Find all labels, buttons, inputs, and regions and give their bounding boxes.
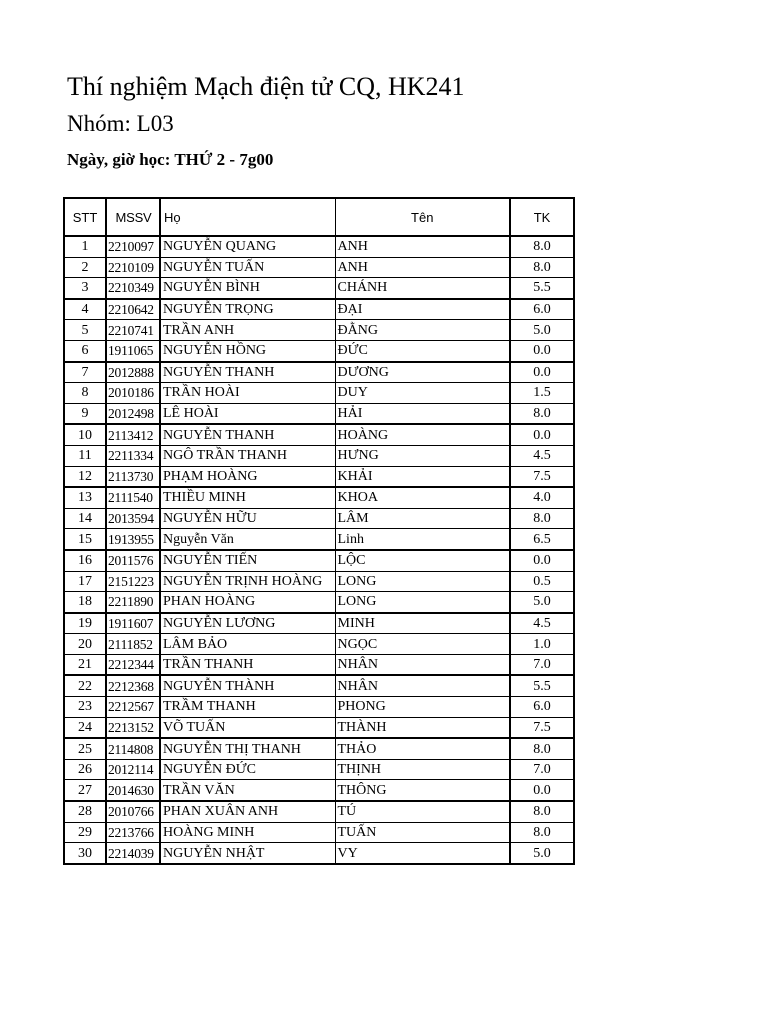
cell-mssv: 2212368 <box>106 675 160 696</box>
cell-tk: 8.0 <box>510 257 574 278</box>
cell-stt: 2 <box>64 257 106 278</box>
table-row <box>64 780 574 801</box>
cell-ho: NGÔ TRẦN THANH <box>160 445 335 466</box>
table-row <box>64 299 574 320</box>
cell-ho: NGUYỄN HỮU <box>160 508 335 529</box>
cell-tk: 5.0 <box>510 592 574 613</box>
page-title: Thí nghiệm Mạch điện tử CQ, HK241 <box>67 72 465 101</box>
cell-stt: 6 <box>64 340 106 361</box>
cell-ho: LÂM BẢO <box>160 634 335 655</box>
cell-ten: THÀNH <box>335 717 510 738</box>
cell-tk: 8.0 <box>510 236 574 257</box>
cell-tk: 5.0 <box>510 843 574 864</box>
cell-stt: 5 <box>64 320 106 341</box>
cell-ho: NGUYỄN NHẬT <box>160 843 335 864</box>
table-row <box>64 403 574 424</box>
cell-mssv: 2212344 <box>106 654 160 675</box>
cell-ho: NGUYỄN TIẾN <box>160 550 335 571</box>
cell-ho: PHẠM HOÀNG <box>160 466 335 487</box>
table-row <box>64 697 574 718</box>
cell-ho: NGUYỄN THANH <box>160 362 335 383</box>
table-row <box>64 508 574 529</box>
cell-mssv: 2010186 <box>106 383 160 404</box>
table-row <box>64 550 574 571</box>
table-row <box>64 801 574 822</box>
cell-ho: TRẦN ANH <box>160 320 335 341</box>
cell-mssv: 1911065 <box>106 340 160 361</box>
cell-ten: Linh <box>335 529 510 550</box>
table-row <box>64 843 574 864</box>
table-row <box>64 362 574 383</box>
cell-ho: NGUYỄN QUANG <box>160 236 335 257</box>
cell-mssv: 2011576 <box>106 550 160 571</box>
table-row <box>64 738 574 759</box>
table-row <box>64 424 574 445</box>
cell-ho: TRẦM THANH <box>160 697 335 718</box>
cell-mssv: 2113730 <box>106 466 160 487</box>
cell-tk: 0.0 <box>510 780 574 801</box>
cell-ten: MINH <box>335 613 510 634</box>
cell-mssv: 1911607 <box>106 613 160 634</box>
cell-ho: NGUYỄN LƯƠNG <box>160 613 335 634</box>
cell-ho: NGUYỄN THÀNH <box>160 675 335 696</box>
cell-stt: 21 <box>64 654 106 675</box>
cell-tk: 1.5 <box>510 383 574 404</box>
cell-ten: KHẢI <box>335 466 510 487</box>
cell-stt: 22 <box>64 675 106 696</box>
cell-stt: 30 <box>64 843 106 864</box>
cell-ten: KHOA <box>335 487 510 508</box>
table-row <box>64 487 574 508</box>
cell-tk: 5.0 <box>510 320 574 341</box>
cell-ten: HƯNG <box>335 445 510 466</box>
table-row <box>64 320 574 341</box>
cell-mssv: 2111540 <box>106 487 160 508</box>
cell-ho: THIỀU MINH <box>160 487 335 508</box>
cell-ho: NGUYỄN TRỊNH HOÀNG <box>160 571 335 592</box>
cell-stt: 24 <box>64 717 106 738</box>
cell-ho: NGUYỄN TUẤN <box>160 257 335 278</box>
cell-ho: VÕ TUẤN <box>160 717 335 738</box>
cell-mssv: 2211890 <box>106 592 160 613</box>
table-row <box>64 759 574 780</box>
cell-tk: 7.5 <box>510 466 574 487</box>
table-row <box>64 613 574 634</box>
cell-stt: 26 <box>64 759 106 780</box>
table-row <box>64 822 574 843</box>
table-row <box>64 383 574 404</box>
cell-stt: 23 <box>64 697 106 718</box>
cell-tk: 0.5 <box>510 571 574 592</box>
column-header-mssv: MSSV <box>106 198 160 236</box>
cell-stt: 7 <box>64 362 106 383</box>
table-row <box>64 257 574 278</box>
cell-ten: THÔNG <box>335 780 510 801</box>
table-row <box>64 278 574 299</box>
cell-mssv: 2213766 <box>106 822 160 843</box>
table-row <box>64 529 574 550</box>
cell-ho: TRẦN VĂN <box>160 780 335 801</box>
cell-tk: 6.5 <box>510 529 574 550</box>
cell-ten: DUY <box>335 383 510 404</box>
cell-mssv: 2012888 <box>106 362 160 383</box>
cell-tk: 4.0 <box>510 487 574 508</box>
cell-mssv: 2012114 <box>106 759 160 780</box>
cell-stt: 17 <box>64 571 106 592</box>
column-header-ten: Tên <box>335 198 510 236</box>
cell-ten: ĐỨC <box>335 340 510 361</box>
cell-tk: 8.0 <box>510 508 574 529</box>
cell-stt: 12 <box>64 466 106 487</box>
cell-mssv: 2013594 <box>106 508 160 529</box>
cell-ten: NHÂN <box>335 675 510 696</box>
cell-stt: 20 <box>64 634 106 655</box>
cell-mssv: 2211334 <box>106 445 160 466</box>
cell-ho: NGUYỄN ĐỨC <box>160 759 335 780</box>
cell-ho: TRẦN THANH <box>160 654 335 675</box>
table-row <box>64 340 574 361</box>
cell-ten: NHÂN <box>335 654 510 675</box>
cell-ho: NGUYỄN HỒNG <box>160 340 335 361</box>
cell-stt: 8 <box>64 383 106 404</box>
cell-tk: 8.0 <box>510 738 574 759</box>
table-row <box>64 236 574 257</box>
cell-ten: LÂM <box>335 508 510 529</box>
cell-stt: 11 <box>64 445 106 466</box>
table-row <box>64 592 574 613</box>
cell-mssv: 2214039 <box>106 843 160 864</box>
cell-stt: 14 <box>64 508 106 529</box>
cell-ho: LÊ HOÀI <box>160 403 335 424</box>
cell-mssv: 2113412 <box>106 424 160 445</box>
table-row <box>64 717 574 738</box>
cell-ten: ANH <box>335 257 510 278</box>
cell-tk: 0.0 <box>510 424 574 445</box>
cell-mssv: 2213152 <box>106 717 160 738</box>
cell-tk: 1.0 <box>510 634 574 655</box>
cell-stt: 9 <box>64 403 106 424</box>
cell-mssv: 2151223 <box>106 571 160 592</box>
cell-tk: 8.0 <box>510 403 574 424</box>
cell-mssv: 2014630 <box>106 780 160 801</box>
cell-tk: 4.5 <box>510 445 574 466</box>
cell-tk: 5.5 <box>510 675 574 696</box>
cell-stt: 15 <box>64 529 106 550</box>
cell-tk: 8.0 <box>510 801 574 822</box>
cell-stt: 10 <box>64 424 106 445</box>
cell-ten: THỊNH <box>335 759 510 780</box>
cell-tk: 7.0 <box>510 759 574 780</box>
cell-ho: PHAN XUÂN ANH <box>160 801 335 822</box>
column-header-tk: TK <box>510 198 574 236</box>
cell-ho: NGUYỄN THANH <box>160 424 335 445</box>
column-header-stt: STT <box>64 198 106 236</box>
cell-ten: ĐẰNG <box>335 320 510 341</box>
table-row <box>64 445 574 466</box>
table-header-row <box>64 198 574 236</box>
cell-mssv: 2210741 <box>106 320 160 341</box>
cell-ho: PHAN HOÀNG <box>160 592 335 613</box>
cell-ho: HOÀNG MINH <box>160 822 335 843</box>
cell-stt: 13 <box>64 487 106 508</box>
cell-ho: Nguyễn Văn <box>160 529 335 550</box>
cell-mssv: 2210349 <box>106 278 160 299</box>
cell-stt: 16 <box>64 550 106 571</box>
cell-mssv: 2210642 <box>106 299 160 320</box>
cell-tk: 7.5 <box>510 717 574 738</box>
cell-mssv: 2114808 <box>106 738 160 759</box>
cell-stt: 19 <box>64 613 106 634</box>
cell-ten: VY <box>335 843 510 864</box>
cell-ten: ANH <box>335 236 510 257</box>
cell-ten: TÚ <box>335 801 510 822</box>
cell-stt: 28 <box>64 801 106 822</box>
cell-ho: NGUYỄN BÌNH <box>160 278 335 299</box>
cell-mssv: 2010766 <box>106 801 160 822</box>
cell-ten: HẢI <box>335 403 510 424</box>
cell-mssv: 1913955 <box>106 529 160 550</box>
cell-stt: 18 <box>64 592 106 613</box>
cell-tk: 0.0 <box>510 362 574 383</box>
cell-tk: 5.5 <box>510 278 574 299</box>
cell-ten: LỘC <box>335 550 510 571</box>
table-row <box>64 634 574 655</box>
cell-ho: NGUYỄN THỊ THANH <box>160 738 335 759</box>
cell-stt: 1 <box>64 236 106 257</box>
cell-stt: 29 <box>64 822 106 843</box>
cell-tk: 6.0 <box>510 299 574 320</box>
cell-ho: TRẦN HOÀI <box>160 383 335 404</box>
cell-ten: LONG <box>335 571 510 592</box>
column-header-ho: Họ <box>160 198 335 236</box>
cell-mssv: 2210097 <box>106 236 160 257</box>
cell-tk: 8.0 <box>510 822 574 843</box>
cell-stt: 4 <box>64 299 106 320</box>
cell-tk: 0.0 <box>510 340 574 361</box>
schedule-label: Ngày, giờ học: THỨ 2 - 7g00 <box>67 150 274 169</box>
cell-ten: HOÀNG <box>335 424 510 445</box>
cell-ten: ĐẠI <box>335 299 510 320</box>
cell-stt: 27 <box>64 780 106 801</box>
table-row <box>64 571 574 592</box>
table-row <box>64 654 574 675</box>
cell-stt: 25 <box>64 738 106 759</box>
cell-tk: 4.5 <box>510 613 574 634</box>
cell-mssv: 2210109 <box>106 257 160 278</box>
cell-ten: PHONG <box>335 697 510 718</box>
cell-mssv: 2111852 <box>106 634 160 655</box>
cell-ten: NGỌC <box>335 634 510 655</box>
cell-ten: LONG <box>335 592 510 613</box>
table-row <box>64 675 574 696</box>
cell-mssv: 2212567 <box>106 697 160 718</box>
cell-tk: 6.0 <box>510 697 574 718</box>
cell-ho: NGUYỄN TRỌNG <box>160 299 335 320</box>
cell-ten: THẢO <box>335 738 510 759</box>
table-row <box>64 466 574 487</box>
cell-tk: 0.0 <box>510 550 574 571</box>
cell-stt: 3 <box>64 278 106 299</box>
cell-ten: TUẤN <box>335 822 510 843</box>
table-body <box>64 236 574 864</box>
cell-tk: 7.0 <box>510 654 574 675</box>
group-label: Nhóm: L03 <box>67 111 174 136</box>
cell-mssv: 2012498 <box>106 403 160 424</box>
cell-ten: DƯƠNG <box>335 362 510 383</box>
cell-ten: CHÁNH <box>335 278 510 299</box>
student-table <box>63 197 575 865</box>
